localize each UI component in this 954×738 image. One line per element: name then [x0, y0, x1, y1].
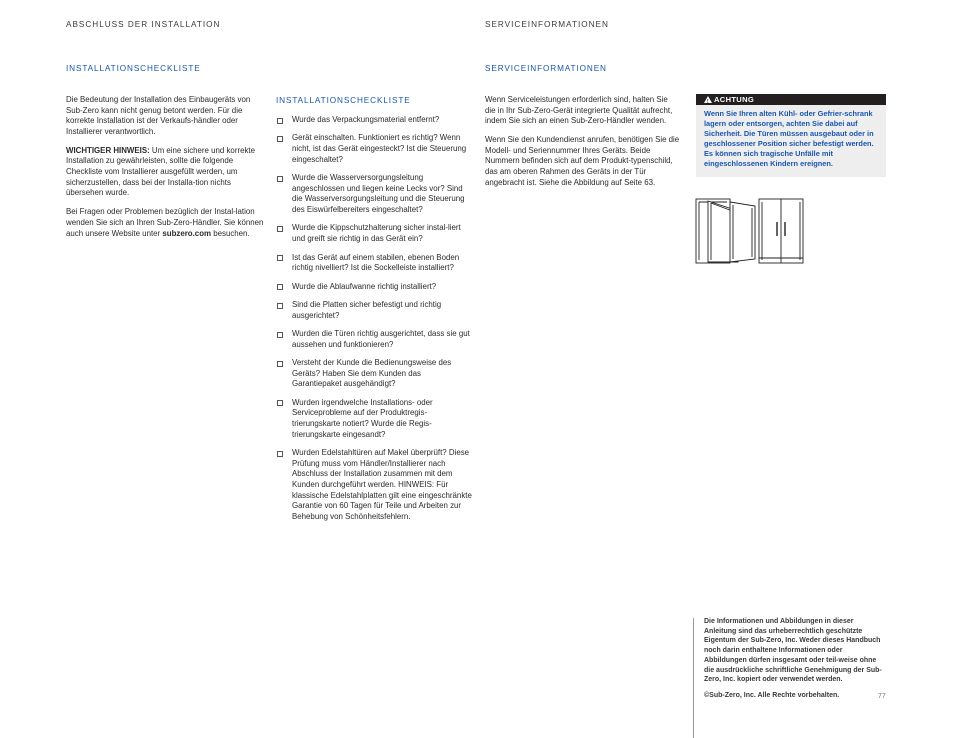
legal-divider	[693, 618, 694, 738]
warning-header	[696, 94, 886, 105]
service-paragraph-1: Wenn Serviceleistungen erforderlich sind, halten Sie die in Ihr Sub-Zero-Gerät integrierte Qualität aufrecht, indem Sie sich an einen Sub-Zero-Händler wenden.	[485, 95, 673, 126]
warning-text: Wenn Sie Ihren alten Kühl- oder Gefrier-schrank lagern oder entsorgen, achten Sie dabei auf Sicherheit. Die Türen müssen ausgebaut oder in geschlossener Position sicher befestigt werden. Es können sich tragische Unfälle mit eingeschlossenen Kindern ereignen.	[696, 105, 886, 177]
checklist-item	[276, 115, 472, 126]
legal-notice	[704, 617, 884, 707]
checklist-item-text: Wurde das Verpackungsmaterial entfernt?	[292, 115, 440, 124]
checklist-item	[276, 253, 472, 274]
checklist-item-text: Sind die Platten sicher befestigt und richtig ausgerichtet?	[292, 300, 442, 320]
checkbox[interactable]	[277, 303, 283, 309]
checklist-item-text: Wurden Edelstahltüren auf Makel überprüft? Diese Prüfung muss vom Händler/Installierer nach Abschluss der Installation zusammen mit dem Kunden durchgeführt werden. HINWEIS: Für klassische Edelstahlplatten gilt eine eingeschränkte Garantie von 60 Tagen für Teile und Arbeiten zur Behebung von Schönheitsfehlern.	[292, 448, 472, 521]
checklist-title: INSTALLATIONSCHECKLISTE	[276, 96, 411, 105]
page-header-left: ABSCHLUSS DER INSTALLATION	[66, 20, 221, 29]
checklist-item	[276, 358, 472, 390]
rights-reserved: ©Sub-Zero, Inc. Alle Rechte vorbehalten.	[704, 691, 840, 699]
warning-label: ACHTUNG	[714, 95, 755, 104]
checklist-item-text: Wurde die Wasserversorgungsleitung angeschlossen und liegen keine Lecks vor? Sind die Wasserversorgungsleitung und die Steuerung des Eiswürfelbereiters eingeschaltet?	[292, 173, 465, 214]
checkbox[interactable]	[277, 400, 283, 406]
checkbox[interactable]	[277, 118, 283, 124]
section-title-service: SERVICEINFORMATIONEN	[485, 64, 607, 73]
important-note	[66, 146, 264, 199]
page-header-right: SERVICEINFORMATIONEN	[485, 20, 609, 29]
copyright-text: Die Informationen und Abbildungen in dieser Anleitung sind das urheberrechtlich geschützte Eigentum der Sub-Zero, Inc. Weder dieses Handbuch noch darin enthaltene Informationen oder Abbildungen dürfen insgesamt oder teil-weise ohne die ausdrückliche schriftliche Genehmigung der Sub-Zero, Inc. kopiert oder verwendet werden.	[704, 618, 882, 684]
checkbox[interactable]	[277, 361, 283, 367]
checkbox[interactable]	[277, 332, 283, 338]
service-paragraph-2: Wenn Sie den Kundendienst anrufen, benötigen Sie die Modell- und Seriennummer Ihres Geräts. Beide Nummern befinden sich auf dem Produkt-typenschild, das am oberen Rahmen des Geräts in der Tür angebracht ist. Siehe die Abbildung auf Seite 63.	[485, 135, 680, 187]
checkbox[interactable]	[277, 255, 283, 261]
checklist-item	[276, 398, 472, 440]
checklist-item	[276, 173, 472, 215]
warning-box	[696, 94, 886, 177]
checklist-item-text: Wurde die Ablaufwanne richtig installiert?	[292, 281, 437, 291]
checklist-item-text: Gerät einschalten. Funktioniert es richtig? Wenn nicht, ist das Gerät eingesteckt? Ist die Steuerung eingeschaltet?	[292, 133, 467, 164]
checkbox[interactable]	[277, 226, 283, 232]
checklist-item-text: Ist das Gerät auf einem stabilen, ebenen Boden richtig nivelliert? Ist die Sockelleiste installiert?	[292, 252, 460, 273]
website-link[interactable]: subzero.com	[162, 228, 212, 238]
service-column	[485, 95, 680, 197]
checklist-item	[276, 300, 472, 321]
checklist-item	[276, 448, 472, 522]
checklist-item	[276, 223, 472, 244]
checklist-item	[276, 329, 472, 350]
section-title-installation: INSTALLATIONSCHECKLISTE	[66, 64, 201, 73]
checklist-item	[276, 282, 472, 293]
checkbox[interactable]	[277, 176, 283, 182]
checklist-item-text: Wurden irgendwelche Installations- oder Serviceprobleme auf der Produktregis-trierungskarte notiert? Wurde die Regis-trierungskarte eingesandt?	[292, 397, 433, 439]
checklist-item-text: Versteht der Kunde die Bedienungsweise des Geräts? Haben Sie dem Kunden das Garantiepaket ausgehändigt?	[292, 358, 452, 389]
intro-column	[66, 95, 264, 248]
contact-suffix: besuchen.	[211, 228, 250, 238]
important-note-label: WICHTIGER HINWEIS:	[66, 145, 150, 155]
checkbox[interactable]	[277, 136, 283, 142]
important-note-text: Um eine sichere und korrekte Installation zu gewährleisten, sollte die folgende Checkliste vom Installierer ausgefüllt werden, um sicherzustellen, dass bei der Installa-tion nichts übersehen wurde.	[66, 145, 255, 198]
refrigerator-doors-closed-illustration	[757, 196, 807, 266]
page-number: 77	[878, 693, 886, 700]
intro-paragraph: Die Bedeutung der Installation des Einbaugeräts von Sub-Zero kann nicht genug betont werden. Für die korrekte Installation ist der Verkaufs-händler oder Installierer verantwortlich.	[66, 95, 251, 136]
checklist-item-text: Wurden die Türen richtig ausgerichtet, dass sie gut aussehen und funktionieren?	[292, 329, 470, 349]
warning-triangle-icon	[704, 96, 712, 103]
installation-checklist	[276, 115, 472, 530]
contact-text: Bei Fragen oder Problemen bezüglich der Instal-lation wenden Sie sich an Ihren Sub-Zero-Händler. Sie können auch unsere Website unter	[66, 207, 264, 238]
checkbox[interactable]	[277, 284, 283, 290]
checklist-item-text: Wurde die Kippschutzhalterung sicher instal-liert und greift sie richtig in das Gerät ein?	[292, 223, 461, 244]
refrigerator-door-open-illustration	[694, 196, 760, 266]
contact-paragraph	[66, 207, 264, 239]
checklist-item	[276, 133, 472, 165]
checkbox[interactable]	[277, 451, 283, 457]
